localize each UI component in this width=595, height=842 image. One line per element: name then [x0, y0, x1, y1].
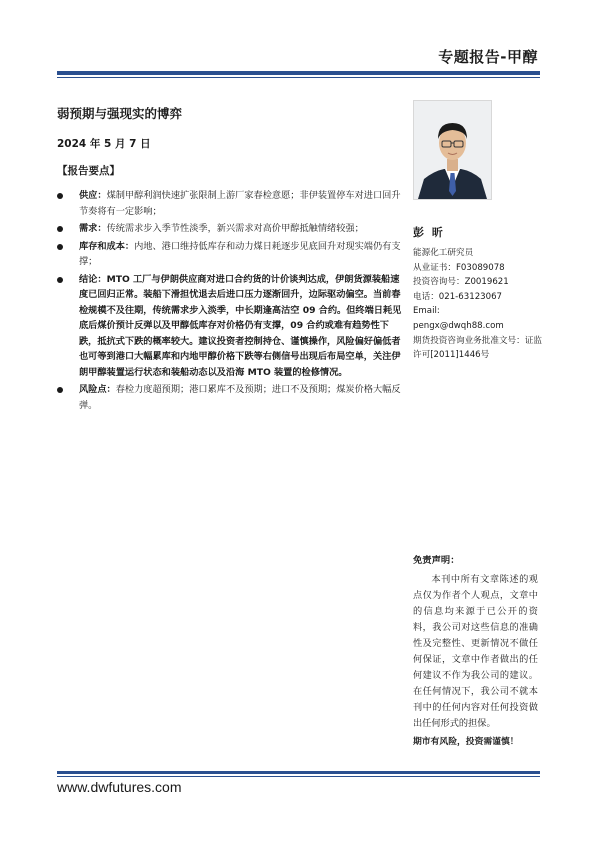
- key-point-text: 春检力度超预期；港口累库不及预期；进口不及预期；煤炭价格大幅反弹。: [79, 384, 401, 411]
- author-name: 彭 昕: [413, 226, 445, 239]
- key-point-inventory: [57, 239, 402, 270]
- author-consult-number: 投资咨询号：Z0019621: [413, 277, 509, 288]
- key-point-lead: 结论：: [79, 273, 107, 285]
- author-cert: 从业证书：F03089078: [413, 262, 505, 273]
- key-point-text: MTO 工厂与伊朗供应商对进口合约货的计价谈判达成，伊朗货源装船速度已回归正常。装船下滑担忧退去后进口压力逐渐回升，边际驱动偏空。当前春检规模不及往期，传统需求步入淡季，中长期逢高沽空 09 合约。但终端日耗见底后煤价预计反弹以及甲醇低库存对价格仍有支撑，09 合约或难有趋势性下跌，抵抗式下跌的概率较大。建议投资者控制持仓、谨慎操作，风险偏好偏低者也可等到港口大幅累库和内地甲醇价格下跌等右侧信号出现后布局空单，关注伊朗甲醇装置运行状态和装船动态以及沿海 MTO 装置的检修情况。: [79, 273, 402, 378]
- key-point-lead: 库存和成本：: [79, 240, 135, 252]
- author-phone: 电话：021-63123067: [413, 291, 503, 302]
- author-email-label: Email:: [413, 306, 440, 317]
- disclaimer-body: 本刊中所有文章陈述的观点仅为作者个人观点，文章中的信息均来源于已公开的资料，我公司对这些信息的准确性及完整性、更新情况不做任何保证，文章中作者做出的任何建议不作为我公司的建议。在任何情况下，我公司不就本刊中的任何内容对任何投资做出任何形式的担保。: [413, 574, 538, 729]
- key-point-lead: 供应：: [79, 190, 107, 201]
- bullet-dot-icon: [57, 226, 63, 232]
- key-point-supply: [57, 188, 402, 219]
- header-rule: [57, 71, 540, 75]
- author-email[interactable]: pengx@dwqh88.com: [413, 320, 504, 331]
- main-content: [57, 100, 402, 415]
- disclaimer-footer: 期市有风险，投资需谨慎！: [413, 737, 519, 747]
- key-point-risk: [57, 382, 402, 413]
- key-point-text: 传统需求步入季节性淡季，新兴需求对高价甲醇抵触情绪较强；: [106, 223, 364, 234]
- key-point-conclusion: [57, 272, 402, 381]
- bullet-dot-icon: [57, 193, 63, 199]
- author-panel: [413, 100, 548, 363]
- disclaimer-title: 免责声明：: [413, 555, 460, 566]
- author-portrait-icon: [414, 101, 491, 199]
- bullet-dot-icon: [57, 277, 63, 283]
- disclaimer: [413, 552, 538, 747]
- report-title: 弱预期与强现实的博弈: [57, 106, 183, 121]
- key-points-list: [57, 188, 402, 413]
- footer-url[interactable]: www.dwfutures.com: [57, 779, 182, 795]
- footer-rule-thin: [57, 776, 540, 777]
- section-label: 【报告要点】: [57, 165, 120, 177]
- report-date: 2024 年 5 月 7 日: [57, 138, 151, 150]
- author-photo: [413, 100, 492, 200]
- author-role: 能源化工研究员: [413, 248, 474, 258]
- author-license: 期货投资咨询业务批准文号：证监许可[2011]1446号: [413, 335, 542, 361]
- bullet-dot-icon: [57, 387, 63, 393]
- bullet-dot-icon: [57, 244, 63, 250]
- header-rule-thin: [57, 77, 540, 78]
- key-point-demand: [57, 221, 402, 237]
- key-point-lead: 风险点：: [79, 384, 116, 395]
- key-point-lead: 需求：: [79, 223, 107, 234]
- footer-rule: [57, 771, 540, 774]
- header-title: 专题报告-甲醇: [438, 48, 538, 66]
- key-point-text: 煤制甲醇利润快速扩张限制上游厂家春检意愿；非伊装置停车对进口回升节奏将有一定影响；: [79, 190, 401, 217]
- key-point-text: 内地、港口维持低库存和动力煤日耗逐步见底回升对现实端仍有支撑；: [79, 240, 401, 267]
